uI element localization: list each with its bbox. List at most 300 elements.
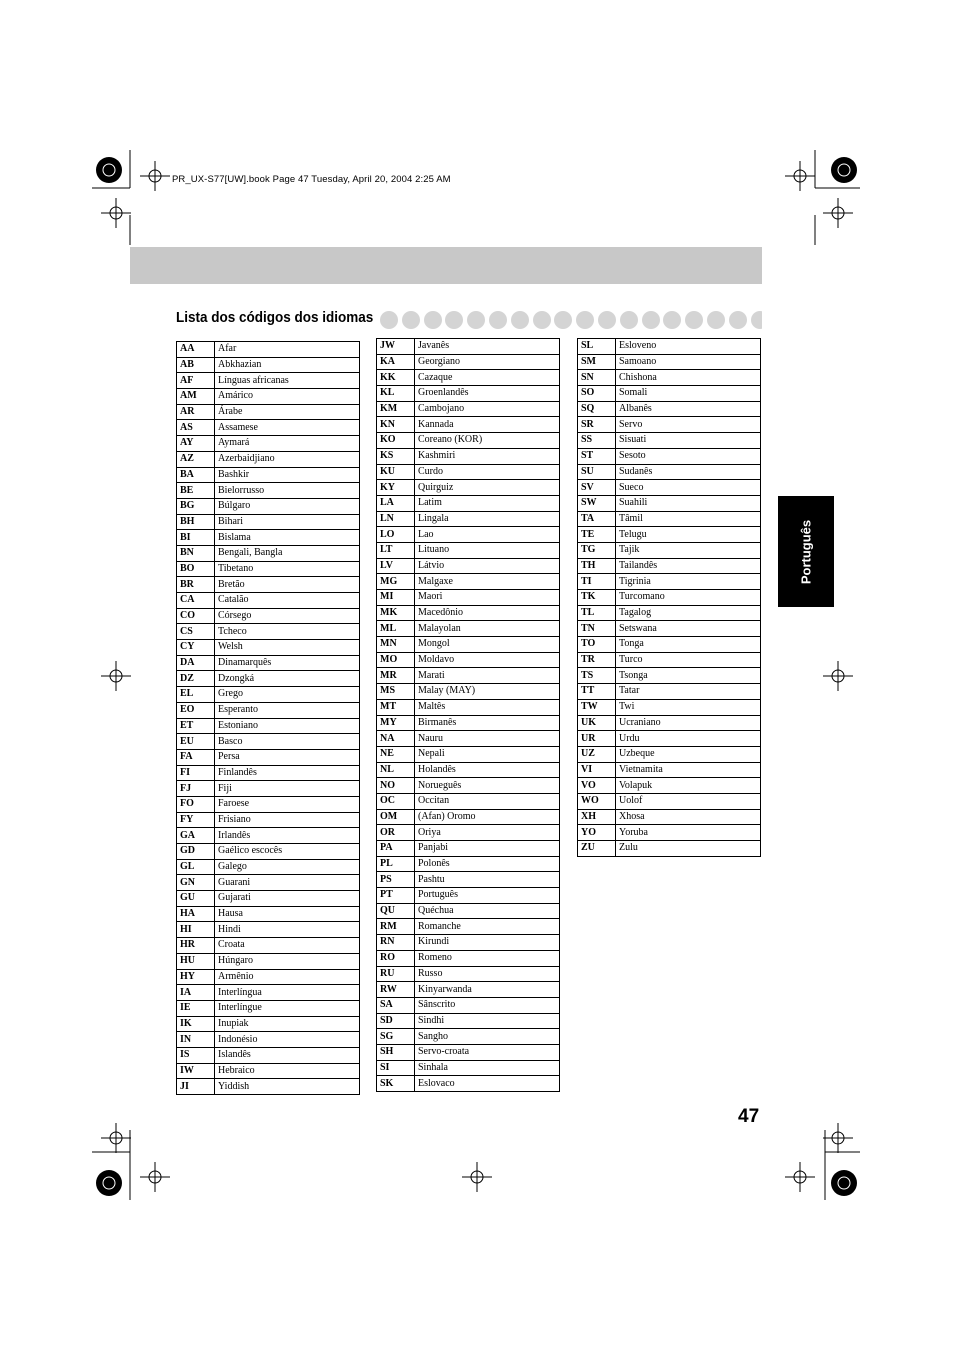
table-row: [578, 762, 761, 778]
language-name: Tailandês: [616, 558, 761, 574]
language-name: Occitan: [415, 793, 560, 809]
table-row: [177, 953, 360, 969]
language-name: Tibetano: [215, 561, 360, 577]
table-row: [578, 809, 761, 825]
language-name: Croata: [215, 938, 360, 954]
table-row: [377, 511, 560, 527]
language-code: SL: [578, 339, 616, 355]
table-row: [377, 417, 560, 433]
language-name: Fiji: [215, 781, 360, 797]
table-row: [377, 495, 560, 511]
table-row: [377, 370, 560, 386]
language-code: QU: [377, 903, 415, 919]
language-name: Russo: [415, 966, 560, 982]
language-name: Esperanto: [215, 702, 360, 718]
language-code: GA: [177, 828, 215, 844]
language-code: UR: [578, 731, 616, 747]
table-row: [578, 464, 761, 480]
language-name: Samoano: [616, 354, 761, 370]
language-name: Lituano: [415, 542, 560, 558]
language-code: SA: [377, 997, 415, 1013]
language-name: Finlandês: [215, 765, 360, 781]
table-row: [177, 1016, 360, 1032]
table-row: [377, 856, 560, 872]
language-name: Córsego: [215, 608, 360, 624]
language-name: Basco: [215, 734, 360, 750]
table-row: [578, 590, 761, 606]
language-code: NL: [377, 762, 415, 778]
table-row: [377, 558, 560, 574]
language-code: UK: [578, 715, 616, 731]
table-row: [377, 762, 560, 778]
language-name: Marati: [415, 668, 560, 684]
table-row: [377, 903, 560, 919]
language-code: SQ: [578, 401, 616, 417]
table-row: [377, 590, 560, 606]
language-code: HA: [177, 906, 215, 922]
language-code: EO: [177, 702, 215, 718]
language-code: DZ: [177, 671, 215, 687]
language-code: MG: [377, 574, 415, 590]
language-name: Yoruba: [616, 825, 761, 841]
table-row: [177, 514, 360, 530]
table-row: [177, 875, 360, 891]
language-name: Nauru: [415, 731, 560, 747]
language-name: Uolof: [616, 793, 761, 809]
table-row: [177, 373, 360, 389]
book-header-line: PR_UX-S77[UW].book Page 47 Tuesday, April 20, 2004 2:25 AM: [172, 174, 451, 185]
language-name: Línguas africanas: [215, 373, 360, 389]
table-row: [377, 401, 560, 417]
language-code: SN: [578, 370, 616, 386]
table-row: [177, 969, 360, 985]
decorative-dot: [642, 311, 660, 329]
language-name: Aymará: [215, 436, 360, 452]
table-row: [177, 451, 360, 467]
language-name: Nepali: [415, 746, 560, 762]
table-row: [377, 354, 560, 370]
table-row: [578, 480, 761, 496]
language-code-table-3: [577, 338, 761, 857]
table-row: [578, 621, 761, 637]
language-side-tab: [778, 496, 834, 607]
table-row: [377, 448, 560, 464]
table-row: [177, 922, 360, 938]
language-name: Sangho: [415, 1029, 560, 1045]
table-row: [377, 715, 560, 731]
language-code: EL: [177, 687, 215, 703]
language-code: MN: [377, 637, 415, 653]
table-row: [578, 778, 761, 794]
language-code: GN: [177, 875, 215, 891]
header-band: [130, 247, 762, 284]
language-code: OM: [377, 809, 415, 825]
language-code: SU: [578, 464, 616, 480]
table-row: [377, 480, 560, 496]
table-row: [177, 812, 360, 828]
table-row: [377, 919, 560, 935]
language-name: Vietnamita: [616, 762, 761, 778]
language-code: SW: [578, 495, 616, 511]
table-row: [377, 668, 560, 684]
language-name: Dzongká: [215, 671, 360, 687]
table-row: [578, 825, 761, 841]
language-name: Tsonga: [616, 668, 761, 684]
language-name: Sueco: [616, 480, 761, 496]
language-code: CS: [177, 624, 215, 640]
language-name: Interlíngua: [215, 985, 360, 1001]
language-code: IS: [177, 1047, 215, 1063]
language-name: Sisuati: [616, 433, 761, 449]
side-tab-label: Português: [798, 519, 814, 584]
language-name: Grego: [215, 687, 360, 703]
table-row: [377, 684, 560, 700]
language-name: Welsh: [215, 640, 360, 656]
table-row: [377, 982, 560, 998]
language-code: CO: [177, 608, 215, 624]
language-name: Romeno: [415, 950, 560, 966]
table-row: [177, 1032, 360, 1048]
language-code: IK: [177, 1016, 215, 1032]
language-name: Kinyarwanda: [415, 982, 560, 998]
language-code: ZU: [578, 841, 616, 857]
language-code: BO: [177, 561, 215, 577]
language-name: Galego: [215, 859, 360, 875]
language-code: NE: [377, 746, 415, 762]
language-code: VI: [578, 762, 616, 778]
language-name: Búlgaro: [215, 498, 360, 514]
language-code: SD: [377, 1013, 415, 1029]
table-row: [377, 935, 560, 951]
language-name: Tagalog: [616, 605, 761, 621]
language-name: Volapuk: [616, 778, 761, 794]
language-name: Árabe: [215, 404, 360, 420]
language-code: VO: [578, 778, 616, 794]
section-title: Lista dos códigos dos idiomas: [176, 309, 374, 326]
language-code: RO: [377, 950, 415, 966]
table-row: [377, 778, 560, 794]
language-code: OC: [377, 793, 415, 809]
table-row: [177, 671, 360, 687]
language-name: Irlandês: [215, 828, 360, 844]
language-name: Maltês: [415, 699, 560, 715]
language-name: Yiddish: [215, 1079, 360, 1095]
language-code: SH: [377, 1044, 415, 1060]
language-code: KA: [377, 354, 415, 370]
language-code: TL: [578, 605, 616, 621]
language-name: Bashkir: [215, 467, 360, 483]
language-code: BG: [177, 498, 215, 514]
decorative-dot: [707, 311, 725, 329]
language-name: Tcheco: [215, 624, 360, 640]
decorative-dot: [685, 311, 703, 329]
table-row: [377, 621, 560, 637]
language-code: TR: [578, 652, 616, 668]
table-row: [177, 891, 360, 907]
table-row: [377, 746, 560, 762]
language-name: Sindhi: [415, 1013, 560, 1029]
language-name: Kirundi: [415, 935, 560, 951]
language-name: Panjabi: [415, 841, 560, 857]
language-name: Português: [415, 888, 560, 904]
table-row: [177, 530, 360, 546]
language-name: Macedônio: [415, 605, 560, 621]
language-code-table-1: [176, 341, 360, 1095]
language-code: AA: [177, 342, 215, 358]
language-code: KY: [377, 480, 415, 496]
decorative-dot: [380, 311, 398, 329]
language-name: Tigrinia: [616, 574, 761, 590]
decorative-dot: [445, 311, 463, 329]
table-row: [578, 684, 761, 700]
language-name: Abkhazian: [215, 357, 360, 373]
table-row: [578, 448, 761, 464]
language-code: AF: [177, 373, 215, 389]
language-code: LN: [377, 511, 415, 527]
table-row: [578, 417, 761, 433]
language-name: Quirguiz: [415, 480, 560, 496]
language-code: TE: [578, 527, 616, 543]
language-code: JI: [177, 1079, 215, 1095]
language-code: PA: [377, 841, 415, 857]
language-code: AY: [177, 436, 215, 452]
language-name: Twi: [616, 699, 761, 715]
language-name: Sudanês: [616, 464, 761, 480]
language-name: Oriya: [415, 825, 560, 841]
language-code: TW: [578, 699, 616, 715]
language-code: FO: [177, 796, 215, 812]
table-row: [177, 436, 360, 452]
language-name: Moldavo: [415, 652, 560, 668]
language-name: Coreano (KOR): [415, 433, 560, 449]
table-row: [578, 746, 761, 762]
table-row: [177, 702, 360, 718]
language-code: SS: [578, 433, 616, 449]
language-code: IW: [177, 1063, 215, 1079]
language-name: Assamese: [215, 420, 360, 436]
table-row: [578, 574, 761, 590]
language-code: UZ: [578, 746, 616, 762]
table-row: [177, 342, 360, 358]
table-row: [578, 699, 761, 715]
language-code: KK: [377, 370, 415, 386]
decorative-dot: [554, 311, 572, 329]
table-row: [377, 464, 560, 480]
table-row: [177, 718, 360, 734]
table-row: [578, 495, 761, 511]
table-row: [177, 844, 360, 860]
table-row: [377, 825, 560, 841]
language-name: Servo: [616, 417, 761, 433]
table-row: [377, 1044, 560, 1060]
language-code: MY: [377, 715, 415, 731]
language-name: Islandês: [215, 1047, 360, 1063]
language-name: Lao: [415, 527, 560, 543]
table-row: [578, 731, 761, 747]
table-row: [578, 370, 761, 386]
language-code: FY: [177, 812, 215, 828]
language-code: BE: [177, 483, 215, 499]
language-code: IA: [177, 985, 215, 1001]
language-code: KU: [377, 464, 415, 480]
language-name: Mongol: [415, 637, 560, 653]
table-row: [377, 574, 560, 590]
language-code: KO: [377, 433, 415, 449]
language-code: PS: [377, 872, 415, 888]
language-name: Servo-croata: [415, 1044, 560, 1060]
table-row: [578, 637, 761, 653]
table-row: [177, 1079, 360, 1095]
table-row: [177, 545, 360, 561]
language-code: AB: [177, 357, 215, 373]
table-row: [177, 608, 360, 624]
language-name: Javanês: [415, 339, 560, 355]
language-code: SM: [578, 354, 616, 370]
language-name: Malay (MAY): [415, 684, 560, 700]
table-row: [377, 542, 560, 558]
table-row: [578, 542, 761, 558]
table-row: [177, 765, 360, 781]
decorative-dot: [663, 311, 681, 329]
table-row: [377, 637, 560, 653]
language-code: RU: [377, 966, 415, 982]
language-code: TG: [578, 542, 616, 558]
table-row: [377, 950, 560, 966]
language-code: MI: [377, 590, 415, 606]
language-code: AR: [177, 404, 215, 420]
language-code: TS: [578, 668, 616, 684]
language-code: JW: [377, 339, 415, 355]
table-row: [377, 527, 560, 543]
language-code: LV: [377, 558, 415, 574]
language-code: XH: [578, 809, 616, 825]
language-code: HY: [177, 969, 215, 985]
language-code: BN: [177, 545, 215, 561]
language-name: Malgaxe: [415, 574, 560, 590]
language-code: GL: [177, 859, 215, 875]
decorative-dot: [533, 311, 551, 329]
table-row: [177, 781, 360, 797]
language-code: NA: [377, 731, 415, 747]
language-code: HI: [177, 922, 215, 938]
table-row: [578, 793, 761, 809]
language-name: Esloveno: [616, 339, 761, 355]
language-code: MR: [377, 668, 415, 684]
language-name: Armênio: [215, 969, 360, 985]
language-code: PT: [377, 888, 415, 904]
table-row: [377, 872, 560, 888]
language-code: ST: [578, 448, 616, 464]
language-code: AZ: [177, 451, 215, 467]
language-code: LO: [377, 527, 415, 543]
language-name: Bislama: [215, 530, 360, 546]
language-code: GD: [177, 844, 215, 860]
language-name: Groenlandês: [415, 386, 560, 402]
table-row: [177, 467, 360, 483]
language-code: LT: [377, 542, 415, 558]
language-name: Catalão: [215, 593, 360, 609]
language-code: FA: [177, 749, 215, 765]
table-row: [578, 527, 761, 543]
language-code: KS: [377, 448, 415, 464]
table-row: [377, 605, 560, 621]
language-code: MT: [377, 699, 415, 715]
language-code: KL: [377, 386, 415, 402]
decorative-dot: [402, 311, 420, 329]
language-name: Quéchua: [415, 903, 560, 919]
language-name: Interlíngue: [215, 1000, 360, 1016]
language-name: Cazaque: [415, 370, 560, 386]
language-name: Urdu: [616, 731, 761, 747]
table-row: [578, 605, 761, 621]
language-code: PL: [377, 856, 415, 872]
language-name: Turcomano: [616, 590, 761, 606]
table-row: [377, 997, 560, 1013]
table-row: [578, 433, 761, 449]
table-row: [177, 938, 360, 954]
language-name: Tatar: [616, 684, 761, 700]
language-code: RM: [377, 919, 415, 935]
language-name: Turco: [616, 652, 761, 668]
language-name: Sinhala: [415, 1060, 560, 1076]
language-code: AS: [177, 420, 215, 436]
table-row: [177, 1047, 360, 1063]
language-code: BH: [177, 514, 215, 530]
language-code: CA: [177, 593, 215, 609]
language-name: Gujarati: [215, 891, 360, 907]
language-name: Polonês: [415, 856, 560, 872]
table-row: [177, 357, 360, 373]
decorative-dot: [729, 311, 747, 329]
language-code: BA: [177, 467, 215, 483]
language-name: Ucraniano: [616, 715, 761, 731]
decorative-dot: [511, 311, 529, 329]
decorative-dot: [620, 311, 638, 329]
language-code: AM: [177, 389, 215, 405]
language-name: (Afan) Oromo: [415, 809, 560, 825]
table-row: [177, 828, 360, 844]
table-row: [377, 809, 560, 825]
language-name: Kashmiri: [415, 448, 560, 464]
table-row: [377, 731, 560, 747]
language-name: Eslovaco: [415, 1076, 560, 1092]
table-row: [177, 734, 360, 750]
language-name: Norueguês: [415, 778, 560, 794]
table-row: [377, 966, 560, 982]
table-row: [578, 354, 761, 370]
language-code: YO: [578, 825, 616, 841]
language-name: Malayolan: [415, 621, 560, 637]
language-name: Georgiano: [415, 354, 560, 370]
table-row: [177, 498, 360, 514]
language-code: ET: [177, 718, 215, 734]
language-name: Hindi: [215, 922, 360, 938]
language-name: Afar: [215, 342, 360, 358]
language-name: Tajik: [616, 542, 761, 558]
table-row: [377, 339, 560, 355]
table-row: [377, 841, 560, 857]
language-name: Hausa: [215, 906, 360, 922]
language-code: SO: [578, 386, 616, 402]
language-code: HU: [177, 953, 215, 969]
language-name: Bretão: [215, 577, 360, 593]
table-row: [377, 386, 560, 402]
table-row: [177, 796, 360, 812]
language-code: SR: [578, 417, 616, 433]
language-code: IE: [177, 1000, 215, 1016]
language-name: Gaélico escocês: [215, 844, 360, 860]
language-code: MO: [377, 652, 415, 668]
